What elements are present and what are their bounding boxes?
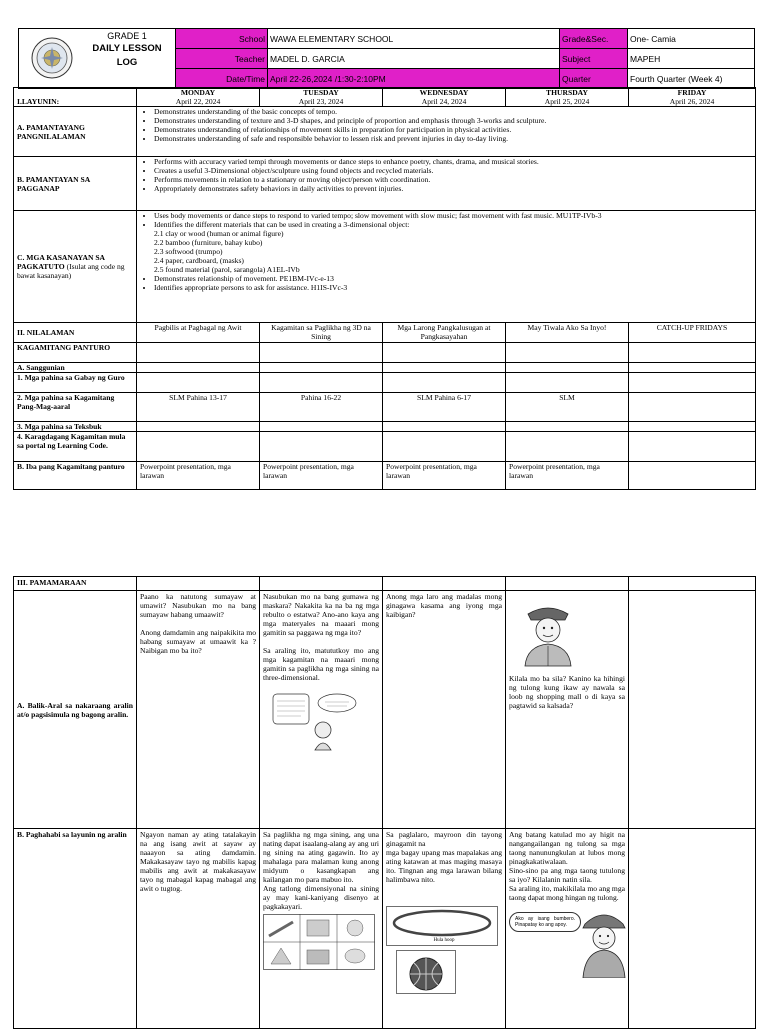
kagamitang-panturo-label: KAGAMITANG PANTURO [14, 343, 137, 363]
day-header [137, 88, 260, 107]
quarter-value: Fourth Quarter (Week 4) [628, 69, 755, 89]
kagamitang-value: SLM Pahina 13-17 [137, 393, 260, 422]
teacher-label: Teacher [176, 49, 268, 69]
deped-seal-icon [31, 37, 73, 79]
kasanayan-label-sub: (Isulat ang code ng bawat kasanayan) [17, 262, 125, 280]
paragraph: Sa paglikha ng mga sining, ang una nating dapat isaalang-alang ay ang uri ng sining na ating gagawin. Ito ay mahalaga para malaman kung anong midyum o kasangkapan ang kailangan mo para mabuo ito. [263, 830, 379, 884]
paghahabi-monday: Ngayon naman ay ating tatalakayin na ang isang awit at sayaw ay naaayon sa ating damdamin. Makakasayaw tayo ng mabilis kapag mabilis ang awit at makakasayaw tayo ng mabagal kapag mabagal ang awit o tugtog. [137, 829, 260, 1029]
list-item: • Demonstrates understanding of texture and 3-D shapes, and principle of proportion and emphasis through 3-works and sculpture. [154, 116, 752, 125]
list-item-text: Identifies the different materials that can be used in creating a 3-dimensional object: [154, 220, 410, 229]
paragraph: Ang tatlong dimensiyonal na sining ay may kani-kaniyang disenyo at pagkakayari. [263, 884, 379, 911]
list-item [154, 220, 752, 274]
header-table [18, 28, 755, 89]
kasanayan-label: C. MGA KASANAYAN SA PAGKATUTO [17, 253, 105, 271]
school-label: School [176, 29, 268, 49]
balik-aral-monday [137, 591, 260, 829]
iba-pang-value [629, 462, 756, 490]
day-date: April 22, 2024 [175, 97, 221, 106]
nilalaman-value: Kagamitan sa Paglikha ng 3D na Sining [260, 323, 383, 343]
balik-aral-tuesday [260, 591, 383, 829]
list-item: • Creates a useful 3-Dimensional object/sculpture using found objects and recycled materials. [154, 166, 752, 175]
nilalaman-value: CATCH-UP FRIDAYS [629, 323, 756, 343]
karagdagang-label: 4. Karagdagang Kagamitan mula sa portal ng Learning Code. [14, 432, 137, 462]
pamantayang-pangnilalaman-label: A. PAMANTAYANG PANGNILALAMAN [14, 107, 137, 157]
paragraph: Ang batang katulad mo ay higit na nangangailangan ng tulong sa mga taong nanunungkulan at lubos mong pinagkakatiwalaan. [509, 830, 625, 866]
list-item: • Demonstrates understanding of relationships of movement skills in preparation for participation in physical activities. [154, 125, 752, 134]
hula-hoop-caption: Hula hoop [433, 938, 455, 943]
iba-pang-value: Powerpoint presentation, mga larawan [506, 462, 629, 490]
nilalaman-value: Mga Larong Pangkalusugan at Pangkasayahan [383, 323, 506, 343]
day-header [383, 88, 506, 107]
nilalaman-value: May Tiwala Ako Sa Inyo! [506, 323, 629, 343]
sub-item: 2.1 clay or wood (human or animal figure) [154, 229, 284, 238]
pamantayan-sa-pagganap-content [137, 157, 756, 211]
firefighter-icon [579, 908, 629, 978]
kagamitang-value: SLM Pahina 6-17 [383, 393, 506, 422]
grade-label: GRADE 1 [107, 31, 147, 41]
nilalaman-value: Pagbilis at Pagbagal ng Awit [137, 323, 260, 343]
pamantayang-pangnilalaman-content [137, 107, 756, 157]
paragraph: Sa araling ito, makikilala mo ang mga taong dapat mong hingan ng tulong. [509, 884, 625, 902]
balik-aral-wednesday: Anong mga laro ang madalas mong ginagawa kasama ang iyong mga kaibigan? [383, 591, 506, 829]
dll-title-line2: LOG [116, 57, 138, 68]
layunin-heading: I.LAYUNIN: [14, 88, 137, 107]
pamamaraan-table [13, 576, 756, 1029]
sub-item: 2.5 found material (parol, sarangola) A1EL-IVb [154, 265, 300, 274]
kagamitang-mag-aaral-label: 2. Mga pahina sa Kagamitang Pang-Mag-aaral [14, 393, 137, 422]
lesson-objectives-table [13, 87, 756, 490]
sub-item: 2.2 bamboo (furniture, bahay kubo) [154, 238, 263, 247]
paragraph: Sino-sino pa ang mga taong tutulong sa iyo? Kilalanin natin sila. [509, 866, 625, 884]
logo-title-cell [19, 29, 176, 89]
day-name: TUESDAY [303, 88, 339, 97]
gradesec-value: One- Camia [628, 29, 755, 49]
list-item: • Performs with accuracy varied tempi through movements or dance steps to enhance poetry, chants, drama, and musical stories. [154, 157, 752, 166]
subject-value: MAPEH [628, 49, 755, 69]
paragraph: Anong damdamin ang naipakikita mo habang sumayaw at umaawit ka ? Naibigan mo ba ito? [140, 628, 256, 655]
nilalaman-label: II. NILALAMAN [14, 323, 137, 343]
day-date: April 25, 2024 [544, 97, 590, 106]
day-name: WEDNESDAY [419, 88, 469, 97]
gradesec-label: Grade&Sec. [560, 29, 628, 49]
paragraph: Sa araling ito, matututkoy mo ang mga kagamitan na maaari mong gamitin sa paglikha ng mga sining na three-dimensional. [263, 646, 379, 682]
kagamitang-value: Pahina 16-22 [260, 393, 383, 422]
paragraph: mga bagay upang mas mapalakas ang ating katawan at mas maging masaya ito. Tingnan ang mga larawan bilang halimbawa nito. [386, 848, 502, 884]
day-date: April 26, 2024 [669, 97, 715, 106]
list-item: • Uses body movements or dance steps to respond to varied tempo; slow movement with slow music; fast movement with fast music. MU1TP-IVb-3 [154, 211, 752, 220]
sub-item: 2.3 softwood (trumpo) [154, 247, 223, 256]
day-name: THURSDAY [546, 88, 588, 97]
kasanayan-content [137, 211, 756, 323]
gabay-guro-label: 1. Mga pahina sa Gabay ng Guro [14, 373, 137, 393]
police-officer-icon [513, 600, 583, 668]
day-date: April 24, 2024 [421, 97, 467, 106]
iba-pang-value: Powerpoint presentation, mga larawan [260, 462, 383, 490]
quarter-label: Quarter [560, 69, 628, 89]
day-header [506, 88, 629, 107]
paghahabi-label: B. Paghahabi sa layunin ng aralin [14, 829, 137, 1029]
iba-pang-value: Powerpoint presentation, mga larawan [137, 462, 260, 490]
list-item: • Demonstrates understanding of the basic concepts of tempo. [154, 107, 752, 116]
child-thinking-icon [271, 692, 359, 752]
list-item: • Performs movements in relation to a stationary or moving object/person with coordination. [154, 175, 752, 184]
list-item: • Demonstrates understanding of safe and responsible behavior to lessen risk and prevent injuries in day to-day living. [154, 134, 752, 143]
school-value: WAWA ELEMENTARY SCHOOL [268, 29, 560, 49]
balik-aral-thursday [506, 591, 629, 829]
iba-pang-label: B. Iba pang Kagamitang panturo [14, 462, 137, 490]
sub-item: 2.4 paper, cardboard, (masks) [154, 256, 244, 265]
speech-bubble: Ako ay isang bumbero. Pinapatay ko ang apoy. [509, 912, 581, 932]
kagamitang-value: SLM [506, 393, 629, 422]
paragraph: Kilala mo ba sila? Kanino ka hihingi ng tulong kung ikaw ay nawala sa loob ng shopping mall o di kaya sa pagtawid sa kalsada? [509, 674, 625, 710]
paghahabi-tuesday [260, 829, 383, 1029]
balik-aral-label: A. Balik-Aral sa nakaraang aralin at/o pagsisimula ng bagong aralin. [14, 591, 137, 829]
basketball-icon [396, 950, 456, 994]
list-item: • Identifies appropriate persons to ask for assistance. H1IS-IVc-3 [154, 283, 752, 292]
materials-grid-icon [263, 914, 375, 970]
dll-title-line1: DAILY LESSON [92, 43, 162, 54]
day-name: FRIDAY [677, 88, 707, 97]
pamantayan-sa-pagganap-label: B. PAMANTAYAN SA PAGGANAP [14, 157, 137, 211]
list-item: • Demonstrates relationship of movement. PE1BM-IVc-e-13 [154, 274, 752, 283]
pamamaraan-heading: III. PAMAMARAAN [14, 577, 137, 591]
kagamitang-value [629, 393, 756, 422]
sanggunian-label: A. Sanggunian [14, 363, 137, 373]
paghahabi-wednesday [383, 829, 506, 1029]
datetime-value: April 22-26,2024 /1:30-2:10PM [268, 69, 560, 89]
firefighter-figure [509, 908, 625, 978]
day-header [629, 88, 756, 107]
teacher-value: MADEL D. GARCIA [268, 49, 560, 69]
paragraph: Paano ka natutong sumayaw at umawit? Nasubukan mo na bang sumayaw habang umaawit? [140, 592, 256, 619]
day-date: April 23, 2024 [298, 97, 344, 106]
day-header [260, 88, 383, 107]
paghahabi-thursday [506, 829, 629, 1029]
paragraph: Nasubukan mo na bang gumawa ng maskara? Nakakita ka na ba ng mga rebulto o estatwa? Ano-ano kaya ang mga materyales na maaari mong gamitin sa paggawa ng mga ito? [263, 592, 379, 637]
day-name: MONDAY [180, 88, 216, 97]
paragraph: Sa paglalaro, mayroon din tayong ginagamit na [386, 830, 502, 848]
teksbuk-label: 3. Mga pahina sa Teksbuk [14, 422, 137, 432]
list-item: • Appropriately demonstrates safety behaviors in daily activities to prevent injuries. [154, 184, 752, 193]
iba-pang-value: Powerpoint presentation, mga larawan [383, 462, 506, 490]
datetime-label: Date/Time [176, 69, 268, 89]
kasanayan-label-cell [14, 211, 137, 323]
subject-label: Subject [560, 49, 628, 69]
